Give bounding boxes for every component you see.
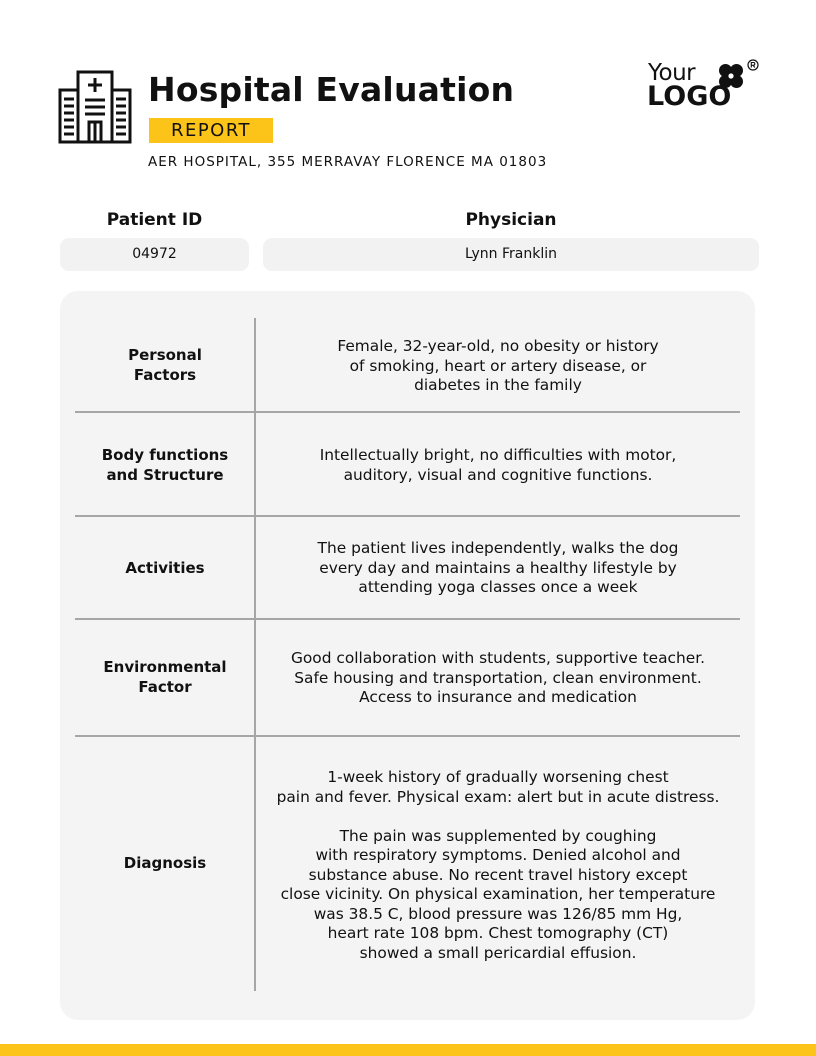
- logo-text-logo: LOGO: [647, 81, 732, 112]
- company-logo: [647, 60, 767, 112]
- patient-id-label: Patient ID: [106, 210, 203, 230]
- diagnosis-text: 1-week history of gradually worsening chest pain and fever. Physical exam: alert but in acute distress. The pain was supplemented by coughing with respiratory symptoms. Denied alcohol and substance abuse. No recent travel history except close vicinity. On physical examination, her temperature was 38.5 C, blood pressure was 126/85 mm Hg, heart rate 108 bpm. Chest tomography (CT) showed a small pericardial effusion.: [276, 768, 720, 962]
- diagnosis-label: Diagnosis: [123, 854, 207, 872]
- body-functions-text: Intellectually bright, no difficulties with motor, auditory, visual and cognitive functions.: [319, 446, 677, 484]
- hospital-address: AER HOSPITAL, 355 MERRAVAY FLORENCE MA 01803: [148, 154, 548, 170]
- registered-mark-icon: [747, 59, 759, 71]
- report-badge: REPORT: [149, 118, 273, 143]
- logo-text-your: Your: [648, 60, 696, 86]
- row-divider: [75, 618, 740, 620]
- page-title: Hospital Evaluation: [148, 70, 515, 109]
- personal-factors-text: Female, 32-year-old, no obesity or history of smoking, heart or artery disease, or diabetes in the family: [337, 337, 659, 394]
- physician-label: Physician: [465, 210, 557, 230]
- footer-accent-bar: [0, 1044, 816, 1056]
- row-divider: [75, 515, 740, 517]
- activities-text: The patient lives independently, walks the dog every day and maintains a healthy lifestyle by attending yoga classes once a week: [317, 539, 679, 596]
- personal-factors-label: Personal Factors: [128, 346, 202, 384]
- environmental-factor-text: Good collaboration with students, supportive teacher. Safe housing and transportation, clean environment. Access to insurance and medication: [290, 649, 706, 706]
- patient-id-field: 04972: [60, 238, 249, 271]
- body-functions-label: Body functions and Structure: [101, 446, 229, 484]
- activities-label: Activities: [125, 559, 205, 577]
- row-divider: [75, 411, 740, 413]
- hospital-icon: [58, 70, 132, 144]
- environmental-factor-label: Environmental Factor: [103, 658, 227, 696]
- row-divider: [75, 735, 740, 737]
- column-divider: [254, 318, 256, 991]
- physician-field: Lynn Franklin: [263, 238, 759, 271]
